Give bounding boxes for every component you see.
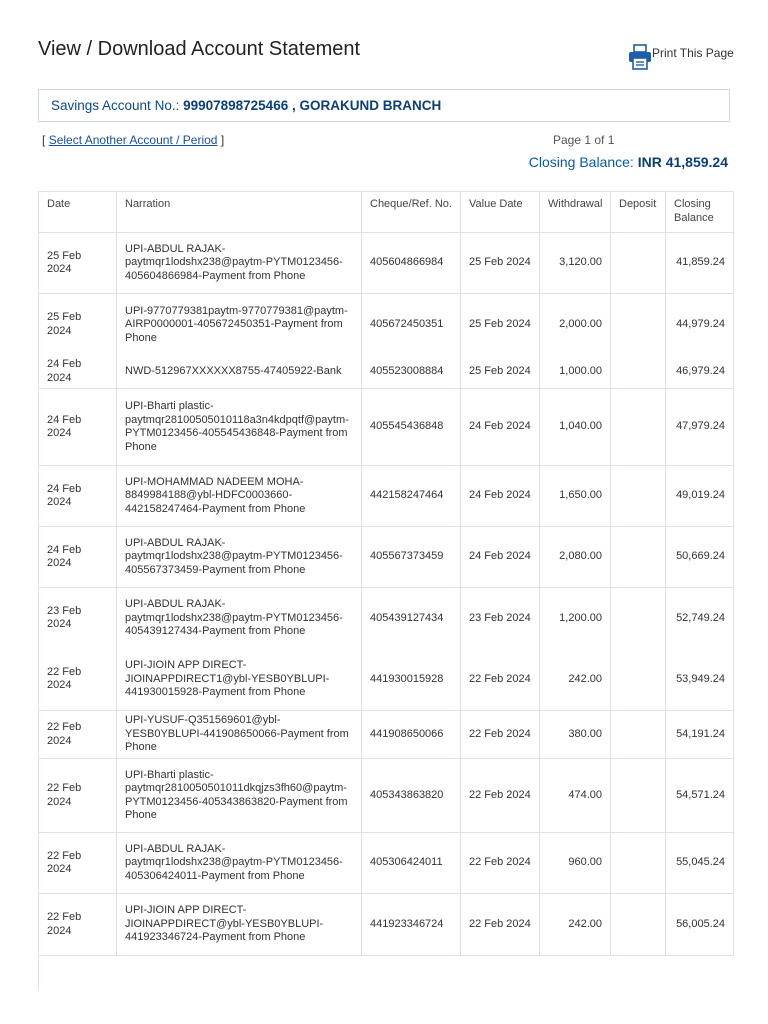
cell-deposit xyxy=(611,759,666,833)
cell-value-date: 25 Feb 2024 xyxy=(461,356,540,389)
cell-withdrawal: 380.00 xyxy=(540,711,611,759)
cell-value-date: 22 Feb 2024 xyxy=(461,649,540,711)
cell-closing-balance: 52,749.24 xyxy=(666,588,734,649)
cell-withdrawal: 1,200.00 xyxy=(540,588,611,649)
cell-closing-balance: 54,191.24 xyxy=(666,711,734,759)
cell-date: 22 Feb 2024 xyxy=(39,649,117,711)
cell-narration: UPI-9770779381paytm-9770779381@paytm-AIRP0000001-405672450351-Payment from Phone xyxy=(117,294,362,356)
table-row xyxy=(39,527,734,588)
table-row xyxy=(39,649,734,711)
table-row xyxy=(39,294,734,356)
cell-closing-balance: 55,045.24 xyxy=(666,833,734,894)
cell-date: 25 Feb 2024 xyxy=(39,294,117,356)
cell-closing-balance: 53,949.24 xyxy=(666,649,734,711)
cell-date: 25 Feb 2024 xyxy=(39,233,117,294)
cell-deposit xyxy=(611,894,666,956)
print-page-label: Print This Page xyxy=(652,46,734,60)
header-value-date: Value Date xyxy=(461,192,540,233)
cell-cheque-ref: 442158247464 xyxy=(362,466,461,527)
cell-date: 24 Feb 2024 xyxy=(39,466,117,527)
table-row xyxy=(39,759,734,833)
cell-narration: UPI-Bharti plastic-paytmqr28100505010118a3n4kdpqtf@paytm-PYTM0123456-405545436848-Payment from Phone xyxy=(117,389,362,466)
cell-deposit xyxy=(611,833,666,894)
cell-withdrawal: 1,650.00 xyxy=(540,466,611,527)
cell-date: 23 Feb 2024 xyxy=(39,588,117,649)
cell-cheque-ref: 405545436848 xyxy=(362,389,461,466)
table-row xyxy=(39,356,734,389)
page-title: View / Download Account Statement xyxy=(38,38,361,60)
close-bracket: ] xyxy=(220,133,225,147)
cell-date: 22 Feb 2024 xyxy=(39,711,117,759)
cell-closing-balance: 50,669.24 xyxy=(666,527,734,588)
closing-balance-label: Closing Balance: xyxy=(528,154,634,170)
statement-table xyxy=(38,191,734,956)
cell-narration: UPI-JIOIN APP DIRECT-JIOINAPPDIRECT1@ybl-YESB0YBLUPI-441930015928-Payment from Phone xyxy=(117,649,362,711)
header-narration: Narration xyxy=(117,192,362,233)
table-row xyxy=(39,466,734,527)
cell-cheque-ref: 405604866984 xyxy=(362,233,461,294)
cell-value-date: 22 Feb 2024 xyxy=(461,711,540,759)
header-date: Date xyxy=(39,192,117,233)
cell-closing-balance: 41,859.24 xyxy=(666,233,734,294)
cell-deposit xyxy=(611,527,666,588)
cell-cheque-ref: 405306424011 xyxy=(362,833,461,894)
cell-date: 24 Feb 2024 xyxy=(39,389,117,466)
cell-narration: UPI-ABDUL RAJAK-paytmqr1lodshx238@paytm-PYTM0123456-405439127434-Payment from Phone xyxy=(117,588,362,649)
table-row xyxy=(39,711,734,759)
cell-value-date: 23 Feb 2024 xyxy=(461,588,540,649)
cell-narration: UPI-ABDUL RAJAK-paytmqr1lodshx238@paytm-PYTM0123456-405306424011-Payment from Phone xyxy=(117,833,362,894)
cell-narration: UPI-JIOIN APP DIRECT-JIOINAPPDIRECT@ybl-YESB0YBLUPI-441923346724-Payment from Phone xyxy=(117,894,362,956)
cell-withdrawal: 242.00 xyxy=(540,649,611,711)
account-info-box xyxy=(38,89,730,122)
table-row xyxy=(39,894,734,956)
cell-deposit xyxy=(611,711,666,759)
cell-narration: UPI-ABDUL RAJAK-paytmqr1lodshx238@paytm-PYTM0123456-405567373459-Payment from Phone xyxy=(117,527,362,588)
cell-date: 24 Feb 2024 xyxy=(39,527,117,588)
table-row xyxy=(39,389,734,466)
cell-deposit xyxy=(611,649,666,711)
cell-cheque-ref: 405439127434 xyxy=(362,588,461,649)
cell-deposit xyxy=(611,356,666,389)
cell-closing-balance: 56,005.24 xyxy=(666,894,734,956)
select-another-account-link[interactable]: Select Another Account / Period xyxy=(48,133,218,147)
cell-withdrawal: 1,000.00 xyxy=(540,356,611,389)
cell-value-date: 25 Feb 2024 xyxy=(461,294,540,356)
print-page-button[interactable] xyxy=(628,44,734,70)
cell-deposit xyxy=(611,389,666,466)
page-indicator: Page 1 of 1 xyxy=(553,133,615,147)
cell-cheque-ref: 405567373459 xyxy=(362,527,461,588)
cell-closing-balance: 46,979.24 xyxy=(666,356,734,389)
printer-icon xyxy=(628,44,652,70)
cell-value-date: 24 Feb 2024 xyxy=(461,466,540,527)
cell-date: 22 Feb 2024 xyxy=(39,759,117,833)
cell-deposit xyxy=(611,588,666,649)
closing-balance-value: INR 41,859.24 xyxy=(637,154,728,170)
table-row xyxy=(39,233,734,294)
cell-closing-balance: 47,979.24 xyxy=(666,389,734,466)
cell-date: 22 Feb 2024 xyxy=(39,894,117,956)
cell-cheque-ref: 441908650066 xyxy=(362,711,461,759)
cell-closing-balance: 44,979.24 xyxy=(666,294,734,356)
cell-date: 24 Feb 2024 xyxy=(39,356,117,389)
cell-cheque-ref: 441923346724 xyxy=(362,894,461,956)
cell-cheque-ref: 441930015928 xyxy=(362,649,461,711)
cell-value-date: 22 Feb 2024 xyxy=(461,894,540,956)
cell-value-date: 25 Feb 2024 xyxy=(461,233,540,294)
table-tail-line xyxy=(38,954,39,990)
header-withdrawal: Withdrawal xyxy=(540,192,611,233)
cell-withdrawal: 1,040.00 xyxy=(540,389,611,466)
header-deposit: Deposit xyxy=(611,192,666,233)
cell-withdrawal: 3,120.00 xyxy=(540,233,611,294)
closing-balance xyxy=(529,154,728,170)
table-header-row xyxy=(39,192,734,233)
cell-withdrawal: 242.00 xyxy=(540,894,611,956)
cell-date: 22 Feb 2024 xyxy=(39,833,117,894)
table-row xyxy=(39,588,734,649)
cell-deposit xyxy=(611,294,666,356)
cell-withdrawal: 474.00 xyxy=(540,759,611,833)
cell-value-date: 24 Feb 2024 xyxy=(461,527,540,588)
cell-value-date: 24 Feb 2024 xyxy=(461,389,540,466)
cell-closing-balance: 54,571.24 xyxy=(666,759,734,833)
account-number-branch: 99907898725466 , GORAKUND BRANCH xyxy=(183,98,442,113)
cell-withdrawal: 2,000.00 xyxy=(540,294,611,356)
cell-deposit xyxy=(611,233,666,294)
cell-cheque-ref: 405523008884 xyxy=(362,356,461,389)
cell-value-date: 22 Feb 2024 xyxy=(461,759,540,833)
cell-cheque-ref: 405672450351 xyxy=(362,294,461,356)
cell-withdrawal: 2,080.00 xyxy=(540,527,611,588)
cell-cheque-ref: 405343863820 xyxy=(362,759,461,833)
cell-narration: NWD-512967XXXXXX8755-47405922-Bank xyxy=(117,356,362,389)
open-bracket: [ xyxy=(42,133,46,147)
account-label: Savings Account No.: xyxy=(51,98,180,113)
cell-withdrawal: 960.00 xyxy=(540,833,611,894)
header-cheque-ref: Cheque/Ref. No. xyxy=(362,192,461,233)
cell-value-date: 22 Feb 2024 xyxy=(461,833,540,894)
cell-narration: UPI-MOHAMMAD NADEEM MOHA-8849984188@ybl-HDFC0003660-442158247464-Payment from Phone xyxy=(117,466,362,527)
table-row xyxy=(39,833,734,894)
cell-narration: UPI-Bharti plastic-paytmqr2810050501011dkqjzs3fh60@paytm-PYTM0123456-405343863820-Payment from Phone xyxy=(117,759,362,833)
cell-narration: UPI-ABDUL RAJAK-paytmqr1lodshx238@paytm-PYTM0123456-405604866984-Payment from Phone xyxy=(117,233,362,294)
cell-closing-balance: 49,019.24 xyxy=(666,466,734,527)
header-closing-balance: Closing Balance xyxy=(666,192,734,233)
cell-deposit xyxy=(611,466,666,527)
account-period-selector xyxy=(42,133,224,147)
cell-narration: UPI-YUSUF-Q351569601@ybl-YESB0YBLUPI-441908650066-Payment from Phone xyxy=(117,711,362,759)
